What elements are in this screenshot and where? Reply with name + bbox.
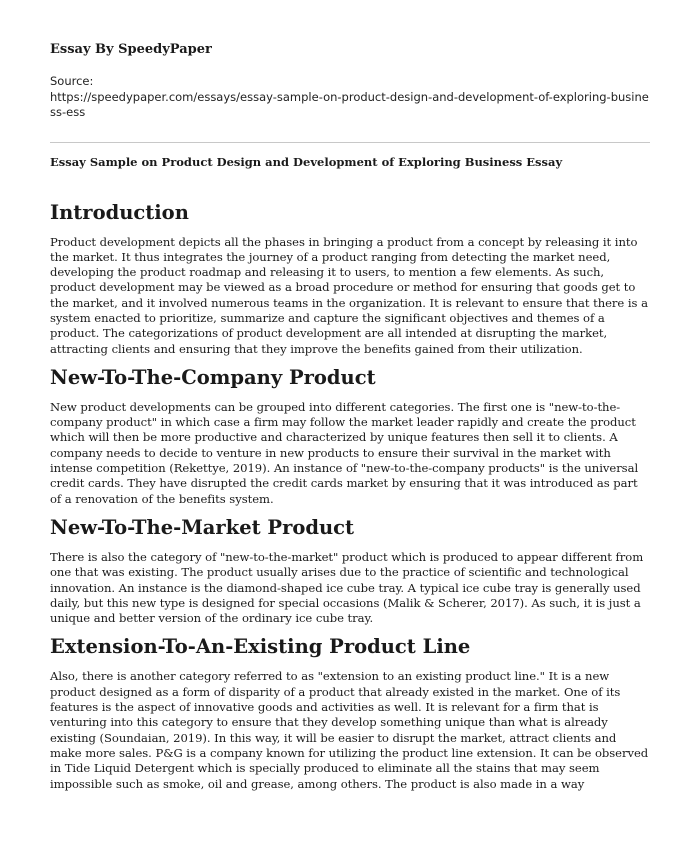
section-paragraph: Product development depicts all the phases in bringing a product from a concept by releasing it into the market. It thus integrates the journey of a product ranging from detecting the market need, developing the product roadmap and releasing it to users, to mention a few elements. As such, product development may be viewed as a broad procedure or method for ensuring that goods get to the market, and it involved numerous teams in the organization. It is relevant to ensure that there is a system enacted to prioritize, summarize and capture the significant objectives and themes of a product. The categorizations of product development are all intended at disrupting the market, attracting clients and ensuring that they improve the benefits gained from their utilization. — [50, 234, 648, 356]
site-title: Essay By SpeedyPaper — [50, 42, 212, 57]
section-heading: New-To-The-Market Product — [50, 515, 355, 539]
section-paragraph: New product developments can be grouped into different categories. The first one is "new-to-the-company product" in which case a firm may follow the market leader rapidly and create the product which will then be more productive and characterized by unique features then sell it to clients. A company needs to decide to venture in new products to ensure their survival in the market with intense competition (Rekettye, 2019). An instance of "new-to-the-company products" is the universal credit cards. They have disrupted the credit cards market by ensuring that it was introduced as part of a renovation of the benefits system. — [50, 399, 639, 506]
section-new-to-the-market — [50, 516, 650, 626]
section-paragraph: Also, there is another category referred to as "extension to an existing product line." It is a new product designed as a form of disparity of a product that already existed in the market. One of its features is the aspect of innovative goods and activities as well. It is relevant for a firm that is venturing into this category to ensure that they develop something unique than what is already existing (Soundaian, 2019). In this way, it will be easier to disrupt the market, attract clients and make more sales. P&G is a company known for utilizing the product line extension. It can be observed in Tide Liquid Detergent which is specially produced to eliminate all the stains that may seem impossible such as smoke, oil and grease, among others. The product is also made in a way — [50, 669, 649, 791]
section-heading: Extension-To-An-Existing Product Line — [50, 635, 471, 659]
source-label: Source: — [50, 74, 94, 88]
section-introduction — [50, 201, 650, 357]
section-product-line-extension — [50, 635, 650, 791]
source-url[interactable]: https://speedypaper.com/essays/essay-sample-on-product-design-and-development-of-exploring-business-ess — [50, 89, 649, 119]
section-new-to-the-company — [50, 366, 650, 507]
section-paragraph: There is also the category of "new-to-the-market" product which is produced to appear different from one that was existing. The product usually arises due to the practice of scientific and technological innovation. An instance is the diamond-shaped ice cube tray. A typical ice cube tray is generally used daily, but this new type is designed for special occasions (Malik & Scherer, 2017). As such, it is just a unique and better version of the ordinary ice cube tray. — [50, 549, 644, 626]
section-heading: New-To-The-Company Product — [50, 365, 376, 389]
section-heading: Introduction — [50, 200, 189, 224]
document-title: Essay Sample on Product Design and Development of Exploring Business Essay — [50, 154, 563, 169]
divider — [50, 142, 650, 143]
